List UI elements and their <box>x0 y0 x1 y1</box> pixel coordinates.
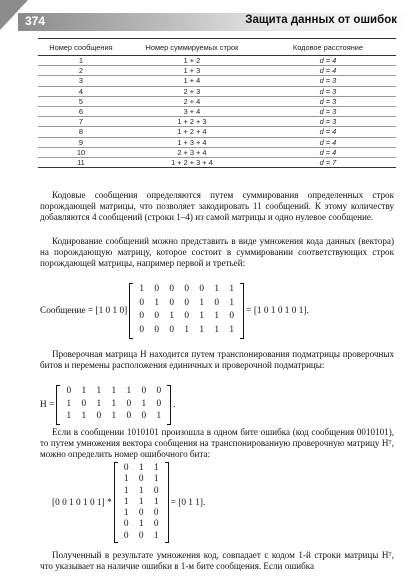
matrix-cell: 1 <box>111 386 117 396</box>
matrix-cell: 1 <box>169 311 175 321</box>
matrix-cell: 0 <box>214 297 220 308</box>
matrix-cell: 0 <box>156 398 162 409</box>
matrix-cell: 0 <box>153 519 159 530</box>
matrix-cell: 0 <box>154 324 160 335</box>
matrix-cell: 1 <box>138 519 144 530</box>
matrix-cell: 0 <box>66 386 72 396</box>
matrix-cell: 1 <box>199 311 205 321</box>
cell-summed-rows: 1 + 3 + 4 <box>124 137 260 147</box>
matrix-cell: 0 <box>184 311 190 321</box>
matrix-cell: 1 <box>214 324 220 335</box>
matrix-cell: 0 <box>126 398 132 409</box>
matrix-cell: 1 <box>139 284 145 294</box>
matrix-cell: 1 <box>81 411 87 421</box>
matrix-cell: 1 <box>66 398 72 409</box>
cell-summed-rows: 2 + 4 <box>124 96 260 106</box>
matrix-cell: 1 <box>123 496 129 507</box>
cell-code-distance: d = 3 <box>260 117 396 127</box>
matrix-cell: 0 <box>199 284 205 294</box>
cell-summed-rows: 1 + 4 <box>124 76 260 86</box>
matrix-cell: 0 <box>153 508 159 519</box>
cell-summed-rows: 1 + 3 <box>124 66 260 76</box>
matrix-cell: 1 <box>81 386 87 396</box>
cell-code-distance: d = 4 <box>260 147 396 157</box>
column-header-rows: Номер суммируемых строк <box>124 39 260 56</box>
matrix-cell: 1 <box>96 398 102 409</box>
matrix-cell: 1 <box>141 398 147 409</box>
matrix-cell: 1 <box>138 463 144 473</box>
matrix-cell: 0 <box>154 284 160 294</box>
cell-summed-rows: 1 + 2 <box>124 56 260 66</box>
code-distance-table <box>38 38 396 168</box>
matrix-cell: 0 <box>126 411 132 421</box>
cell-message-number: 9 <box>38 137 124 147</box>
table-row <box>38 66 396 76</box>
matrix-cell: 1 <box>184 324 190 335</box>
table-row <box>38 147 396 157</box>
matrix-cell: 1 <box>153 496 159 507</box>
paragraph-5: Полученный в результате умножения код, совпадает с кодом 1-й строки матрицы Hᵀ, что указывает на наличие ошибки в 1-м бите сообщения. Если ошибка <box>40 550 394 572</box>
page-number: 374 <box>25 14 46 28</box>
matrix-cell: 0 <box>123 519 129 530</box>
cell-code-distance: d = 4 <box>260 137 396 147</box>
matrix-cell: 1 <box>229 297 235 308</box>
cell-message-number: 4 <box>38 86 124 96</box>
cell-code-distance: d = 4 <box>260 56 396 66</box>
matrix-cell: 0 <box>156 386 162 396</box>
table-row <box>38 86 396 96</box>
cell-code-distance: d = 3 <box>260 106 396 116</box>
table-row <box>38 157 396 167</box>
matrix-cell: 0 <box>139 297 145 308</box>
matrix-cell: 1 <box>199 324 205 335</box>
cell-message-number: 10 <box>38 147 124 157</box>
table-row <box>38 127 396 137</box>
cell-summed-rows: 2 + 3 + 4 <box>124 147 260 157</box>
table-row <box>38 106 396 116</box>
matrix-cell: 0 <box>154 311 160 321</box>
table-row <box>38 117 396 127</box>
matrix-cell: 0 <box>141 411 147 421</box>
equation-label: Сообщение = [1 0 1 0] <box>40 306 128 316</box>
paragraph-4: Если в сообщении 1010101 произошла в одном бите ошибка (код сообщения 0010101), то путем умножения вектора сообщения на транспонированную проверочную матрицу Hᵀ, можно определить номер ошибочного бита: <box>40 427 394 460</box>
paragraph-2: Кодирование сообщений можно представить в виде умножения кода данных (вектора) на порождающую матрицу, которое состоит в суммировании соответствующих строк порождающей матрицы, например первой и третьей: <box>40 236 394 269</box>
equation-label: [0 0 1 0 1 0 1] * <box>52 497 112 508</box>
matrix-cell: 1 <box>229 284 235 294</box>
matrix-cell: 0 <box>96 411 102 421</box>
matrix-cell: 1 <box>96 386 102 396</box>
equation-result: = [1 0 1 0 1 0 1]. <box>246 306 309 316</box>
page-header <box>0 0 415 34</box>
matrix-cell: 1 <box>214 311 220 321</box>
cell-message-number: 6 <box>38 106 124 116</box>
matrix-cell: 0 <box>141 386 147 396</box>
column-header-distance: Кодовое расстояние <box>260 39 396 56</box>
matrix-cell: 0 <box>169 297 175 308</box>
matrix-cell: 1 <box>214 284 220 294</box>
table-row <box>38 137 396 147</box>
cell-summed-rows: 1 + 2 + 4 <box>124 127 260 137</box>
matrix-cell: 1 <box>154 297 160 308</box>
cell-message-number: 7 <box>38 117 124 127</box>
matrix-cell: 0 <box>153 485 159 496</box>
matrix-cell: 1 <box>153 463 159 473</box>
matrix-cell: 1 <box>123 508 129 519</box>
matrix-cell: 1 <box>153 474 159 485</box>
equation-encoding <box>40 283 309 339</box>
cell-summed-rows: 1 + 2 + 3 <box>124 117 260 127</box>
cell-code-distance: d = 4 <box>260 127 396 137</box>
cell-message-number: 11 <box>38 157 124 167</box>
table-row <box>38 96 396 106</box>
matrix-cell: 1 <box>123 474 129 485</box>
matrix-cell: 1 <box>126 386 132 396</box>
transposed-check-matrix <box>114 462 169 543</box>
cell-summed-rows: 2 + 3 <box>124 86 260 96</box>
matrix-cell: 0 <box>81 398 87 409</box>
cell-code-distance: d = 4 <box>260 66 396 76</box>
matrix-cell: 1 <box>66 411 72 421</box>
cell-code-distance: d = 3 <box>260 76 396 86</box>
equation-check-matrix <box>40 385 176 425</box>
cell-code-distance: d = 7 <box>260 157 396 167</box>
table-row <box>38 76 396 86</box>
cell-message-number: 1 <box>38 56 124 66</box>
paragraph-3: Проверочная матрица H находится путем транспонирования подматрицы проверочных битов и перемены расположения единичных и проверочной подматрицы: <box>40 349 394 371</box>
generator-matrix <box>129 283 244 339</box>
matrix-cell: 0 <box>138 474 144 485</box>
matrix-cell: 0 <box>138 508 144 519</box>
matrix-cell: 1 <box>156 411 162 421</box>
matrix-cell: 1 <box>229 324 235 335</box>
matrix-cell: 1 <box>111 398 117 409</box>
matrix-cell: 0 <box>169 284 175 294</box>
equation-result: . <box>173 399 176 410</box>
matrix-cell: 0 <box>169 324 175 335</box>
equation-syndrome <box>52 462 205 543</box>
cell-code-distance: d = 3 <box>260 96 396 106</box>
cell-summed-rows: 1 + 2 + 3 + 4 <box>124 157 260 167</box>
matrix-cell: 0 <box>139 311 145 321</box>
matrix-cell: 0 <box>184 297 190 308</box>
cell-message-number: 8 <box>38 127 124 137</box>
cell-code-distance: d = 3 <box>260 86 396 96</box>
matrix-cell: 0 <box>184 284 190 294</box>
matrix-cell: 0 <box>123 463 129 473</box>
matrix-cell: 1 <box>138 485 144 496</box>
equation-result: = [0 1 1]. <box>170 497 206 508</box>
table-row <box>38 56 396 66</box>
matrix-cell: 0 <box>138 530 144 541</box>
cell-message-number: 2 <box>38 66 124 76</box>
matrix-cell: 0 <box>229 311 235 321</box>
matrix-cell: 1 <box>138 496 144 507</box>
cell-message-number: 3 <box>38 76 124 86</box>
matrix-cell: 0 <box>123 530 129 541</box>
matrix-cell: 1 <box>199 297 205 308</box>
table-header-row <box>38 39 396 56</box>
cell-message-number: 5 <box>38 96 124 106</box>
paragraph-1: Кодовые сообщения определяются путем суммирования определенных строк порождающей матрицы, что позволяет закодировать 11 сообщений. К этому количеству добавляются 4 сообщений (строки 1–4) из самой матрицы и одно нулевое сообщение. <box>40 190 394 223</box>
check-matrix-h <box>56 385 171 425</box>
column-header-message: Номер сообщения <box>38 39 124 56</box>
cell-summed-rows: 3 + 4 <box>124 106 260 116</box>
matrix-cell: 1 <box>111 411 117 421</box>
matrix-cell: 1 <box>123 485 129 496</box>
equation-label: H = <box>40 399 55 410</box>
running-title: Защита данных от ошибок <box>245 14 397 26</box>
matrix-cell: 0 <box>139 324 145 335</box>
matrix-cell: 1 <box>153 530 159 541</box>
